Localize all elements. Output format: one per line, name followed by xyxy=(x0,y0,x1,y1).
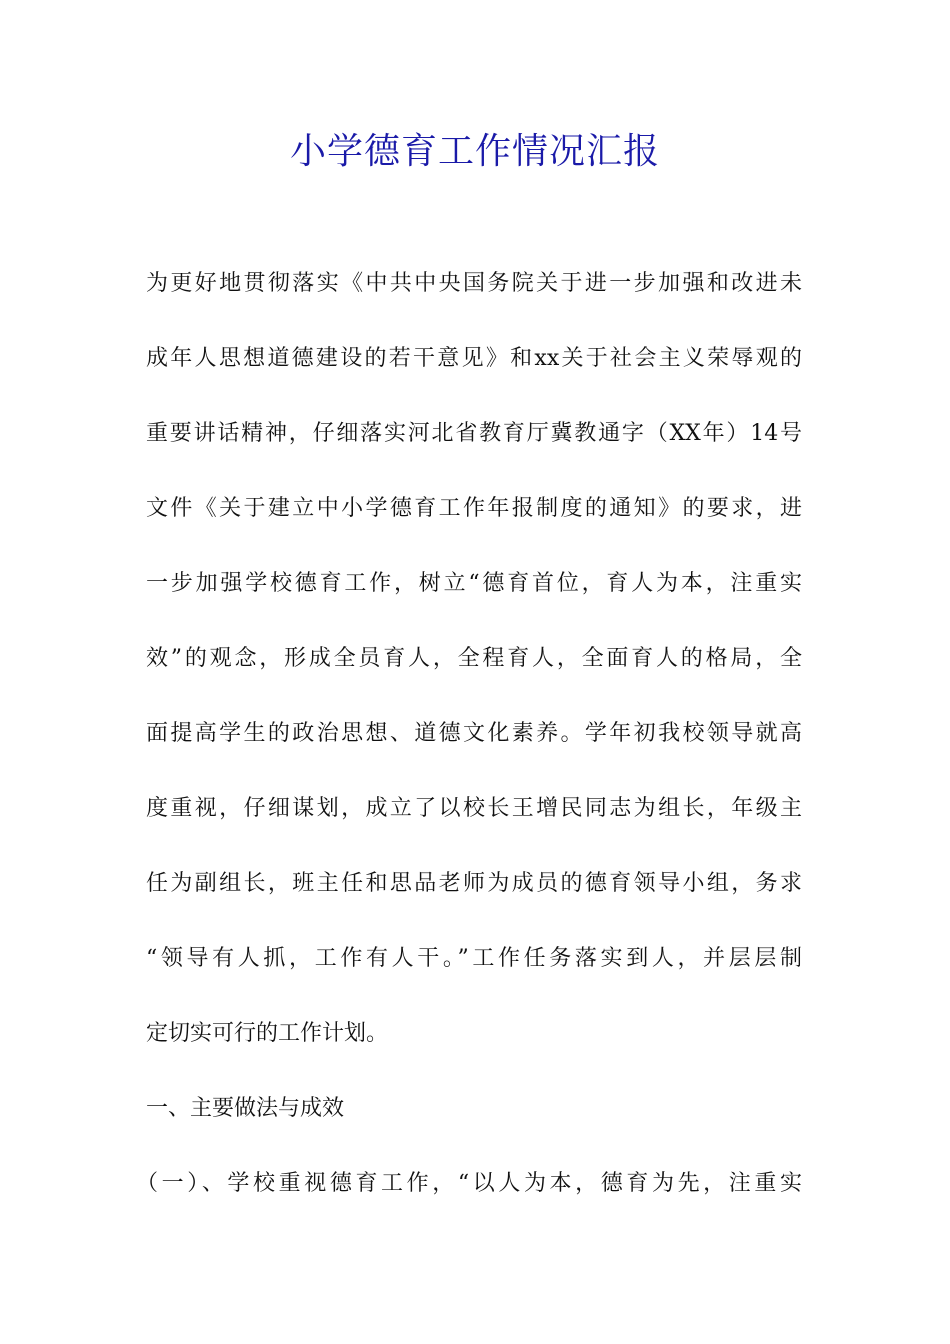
paragraph-line: 效”的观念，形成全员育人，全程育人，全面育人的格局，全 xyxy=(146,646,802,671)
paragraph-line: 定切实可行的工作计划。 xyxy=(146,1021,389,1046)
paragraph-line: 度重视，仔细谋划，成立了以校长王增民同志为组长，年级主 xyxy=(146,796,802,821)
subsection-line: （一）、学校重视德育工作，“以人为本，德育为先，注重实 xyxy=(136,1171,802,1196)
paragraph-line: 文件《关于建立中小学德育工作年报制度的通知》的要求，进 xyxy=(146,496,802,521)
paragraph-line: 面提高学生的政治思想、道德文化素养。学年初我校领导就高 xyxy=(146,721,802,746)
paragraph-line: 成年人思想道德建设的若干意见》和xx关于社会主义荣辱观的 xyxy=(146,346,802,371)
paragraph-line: 任为副组长，班主任和思品老师为成员的德育领导小组，务求 xyxy=(146,871,802,896)
paragraph-line: 一步加强学校德育工作，树立“德育首位，育人为本，注重实 xyxy=(146,571,802,596)
section-heading: 一、主要做法与成效 xyxy=(146,1096,345,1121)
paragraph-line: “领导有人抓，工作有人干。”工作任务落实到人，并层层制 xyxy=(146,946,802,971)
document-title: 小学德育工作情况汇报 xyxy=(289,131,660,172)
paragraph-line: 为更好地贯彻落实《中共中央国务院关于进一步加强和改进未 xyxy=(146,271,802,296)
paragraph-line: 重要讲话精神，仔细落实河北省教育厅冀教通字（XX年）14号 xyxy=(146,421,802,446)
